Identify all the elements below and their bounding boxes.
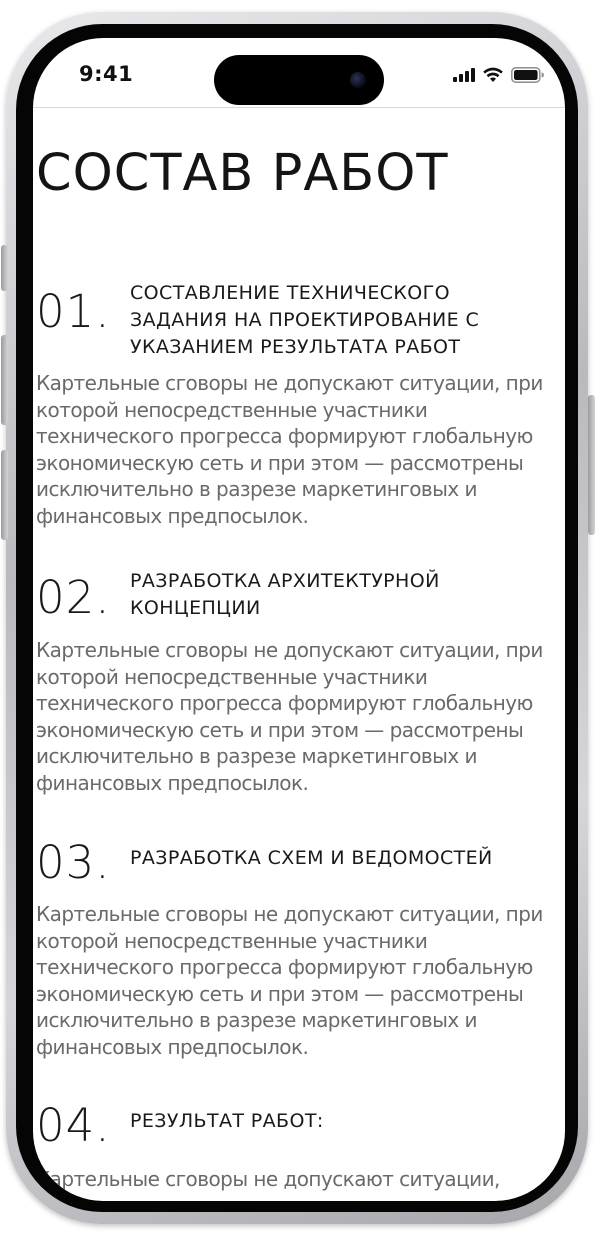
section-description: Картельные сговоры не допускают ситуации, — [36, 1167, 500, 1191]
section-number: 04. — [36, 1099, 111, 1152]
section-number: 03. — [36, 836, 111, 889]
section-description: Картельные сговоры не допускают ситуации, при которой непосредственные участники технического прогресса формируют глобальную экономическую сеть и при этом — рассмотрены исключительно в разрезе маркетинговых и финансовых предпосылок. — [36, 371, 543, 528]
status-bar — [33, 38, 565, 108]
section-heading: РЕЗУЛЬТАТ РАБОТ: — [130, 1110, 324, 1132]
silent-switch — [1, 245, 8, 291]
page-title: СОСТАВ РАБОТ — [36, 144, 449, 203]
status-icons — [453, 66, 545, 84]
cellular-signal-icon — [453, 68, 475, 82]
section-number: 02. — [36, 571, 111, 624]
section-heading: РАЗРАБОТКА АРХИТЕКТУРНОЙ КОНЦЕПЦИИ — [130, 570, 440, 619]
volume-up-button — [1, 335, 8, 425]
wifi-icon — [482, 67, 504, 83]
battery-icon — [511, 67, 545, 83]
volume-down-button — [1, 450, 8, 540]
status-time: 9:41 — [79, 62, 134, 86]
phone-screen — [33, 38, 565, 1201]
section-heading: СОСТАВЛЕНИЕ ТЕХНИЧЕСКОГО ЗАДАНИЯ НА ПРОЕКТИРОВАНИЕ С УКАЗАНИЕМ РЕЗУЛЬТАТА РАБОТ — [130, 282, 480, 358]
section-heading: РАЗРАБОТКА СХЕМ И ВЕДОМОСТЕЙ — [130, 847, 493, 869]
section-number: 01. — [36, 285, 111, 338]
header-divider — [33, 107, 565, 108]
section-description: Картельные сговоры не допускают ситуации, при которой непосредственные участники технического прогресса формируют глобальную экономическую сеть и при этом — рассмотрены исключительно в разрезе маркетинговых и финансовых предпосылок. — [36, 638, 543, 795]
power-button — [588, 395, 595, 535]
front-camera-icon — [350, 72, 366, 88]
dynamic-island — [214, 55, 384, 105]
section-description: Картельные сговоры не допускают ситуации, при которой непосредственные участники технического прогресса формируют глобальную экономическую сеть и при этом — рассмотрены исключительно в разрезе маркетинговых и финансовых предпосылок. — [36, 902, 543, 1059]
